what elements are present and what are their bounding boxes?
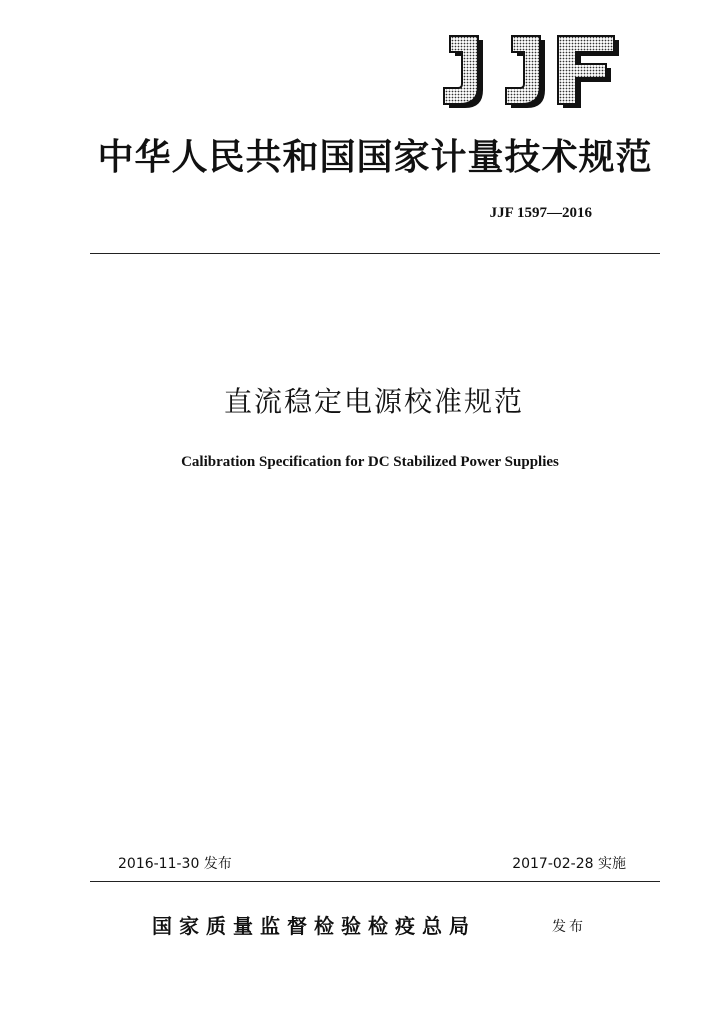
jjf-logo-graphic [430, 30, 620, 110]
footer-divider [90, 881, 660, 882]
publisher-name: 国家质量监督检验检疫总局 [152, 914, 476, 938]
header-divider [90, 253, 660, 254]
country-standard-title: 中华人民共和国国家计量技术规范 [97, 136, 653, 178]
logo-letter-f [558, 36, 614, 104]
logo-letter-j-1 [444, 36, 478, 104]
jjf-logo [430, 30, 620, 110]
publisher-suffix: 发布 [552, 919, 586, 935]
standard-number: JJF 1597—2016 [489, 205, 592, 221]
effective-date: 2017-02-28 实施 [512, 856, 626, 872]
document-title-english: Calibration Specification for DC Stabilized Power Supplies [181, 454, 559, 470]
issue-date: 2016-11-30 发布 [118, 856, 232, 872]
document-title-chinese: 直流稳定电源校准规范 [223, 385, 524, 418]
logo-letter-j-2 [506, 36, 540, 104]
